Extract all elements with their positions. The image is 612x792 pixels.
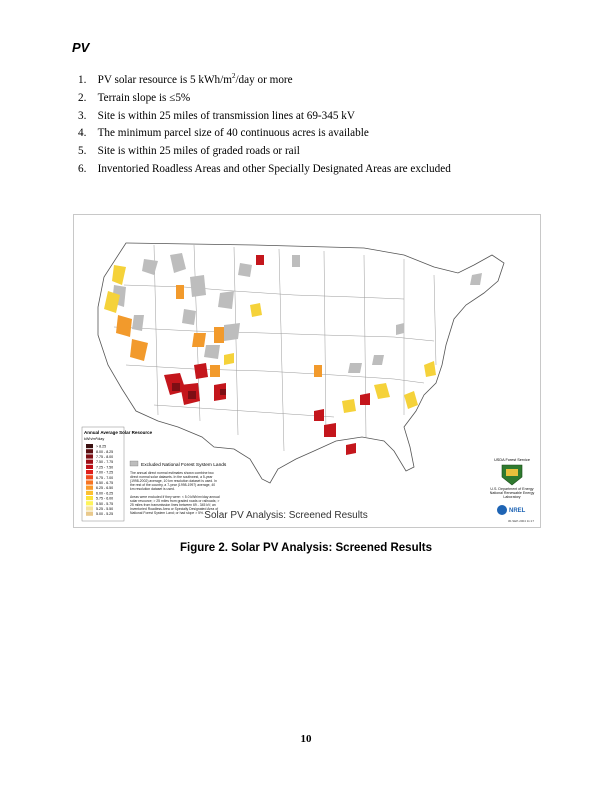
legend-label: 8.00 - 8.25	[96, 449, 114, 454]
item-text: Terrain slope is ≤5%	[97, 91, 191, 104]
map-figure	[73, 214, 541, 528]
item-number: 3.	[78, 109, 87, 122]
legend-swatch	[86, 506, 93, 510]
criteria-list	[78, 72, 451, 179]
item-number: 1.	[78, 74, 87, 86]
legend-label: 6.50 - 6.75	[96, 481, 114, 485]
item-text: Site is within 25 miles of graded roads or rail	[97, 145, 300, 158]
list-item	[78, 90, 451, 108]
legend-label: 6.75 - 7.00	[96, 475, 114, 480]
legend-label: 7.00 - 7.25	[96, 470, 114, 475]
agency-doe: U.S. Department of Energy National Renewable Energy Laboratory	[489, 487, 535, 500]
legend-label: 6.25 - 6.50	[96, 486, 114, 491]
legend-swatch	[86, 449, 93, 453]
us-map	[74, 215, 540, 527]
legend-swatch	[86, 491, 93, 495]
item-number: 6.	[78, 162, 87, 175]
agency-usda: USDA Forest Service	[494, 458, 530, 462]
item-number: 5.	[78, 145, 87, 158]
legend-swatch	[86, 470, 93, 474]
legend-swatch	[86, 460, 93, 464]
legend-swatch	[86, 486, 93, 490]
figure-caption: Figure 2. Solar PV Analysis: Screened Results	[179, 542, 433, 554]
legend-swatch	[86, 480, 93, 484]
item-number: 4.	[78, 127, 87, 140]
list-item	[78, 108, 451, 126]
legend-swatch	[86, 465, 93, 469]
legend-title: Annual Average Solar Resource	[84, 430, 153, 435]
legend-swatch	[86, 454, 93, 458]
map-code: 30-SEP-2004 11:17	[507, 519, 534, 523]
item-text: Site is within 25 miles of transmission lines at 69-345 kV	[97, 109, 355, 122]
map-title: Solar PV Analysis: Screened Results	[204, 510, 368, 521]
list-item	[78, 72, 451, 90]
item-text: The minimum parcel size of 40 continuous acres is available	[97, 127, 369, 140]
legend-label: 6.00 - 6.25	[96, 491, 114, 496]
legend-label: > 8.25	[96, 444, 107, 449]
excluded-label: Excluded National Forest System Lands	[141, 463, 227, 468]
legend-swatch	[86, 444, 93, 448]
item-text: PV solar resource is 5 kWh/$m^2$/day or more	[97, 72, 293, 86]
list-item	[78, 143, 451, 161]
item-number: 2.	[78, 91, 87, 104]
legend-label: 7.50 - 7.75	[96, 460, 114, 465]
legend-label: 7.75 - 8.00	[96, 455, 114, 459]
excluded-swatch	[130, 461, 138, 466]
legend-label: 7.25 - 7.50	[96, 465, 114, 470]
list-item	[78, 125, 451, 143]
legend-label: 5.50 - 5.75	[96, 501, 114, 506]
item-text: Inventoried Roadless Areas and other Specially Designated Areas are excluded	[97, 162, 451, 175]
map-note-1: The annual direct normal estimates shown combine two direct normal solar datasets. In the southwest, a 5-year (1998-2002) average, 10 km resolution dataset is used. In the rest of the country, a 7-year (1998-1997) average, 40 km resolution dataset is used.	[130, 471, 217, 491]
us-outline	[98, 243, 504, 483]
nrel-logo-icon	[497, 505, 507, 515]
legend-label: 5.75 - 6.00	[96, 496, 114, 501]
page-number: 10	[300, 733, 312, 745]
section-heading: PV	[72, 40, 90, 55]
usda-shield-icon	[502, 465, 522, 485]
legend-swatch	[86, 475, 93, 479]
legend-units: kWh/m²/day	[84, 437, 105, 441]
map-note-2: Areas were excluded if they were: < 5.0 kWh/m²/day annual solar resource; > 25 miles from graded roads or railroads; > 25 miles from transmission lines between 69 - 345 kV; an Inventoried Roadless Area or Specially Designated Area of National Forest System Land; or had slope > 5%.	[130, 495, 220, 515]
legend-swatch	[86, 512, 93, 516]
legend-label: 5.00 - 5.25	[96, 512, 114, 517]
legend-swatch	[86, 501, 93, 505]
legend-label: 5.25 - 5.50	[96, 507, 114, 511]
nrel-logo-text: NREL	[509, 508, 526, 514]
list-item	[78, 161, 451, 179]
legend-swatch	[86, 496, 93, 500]
